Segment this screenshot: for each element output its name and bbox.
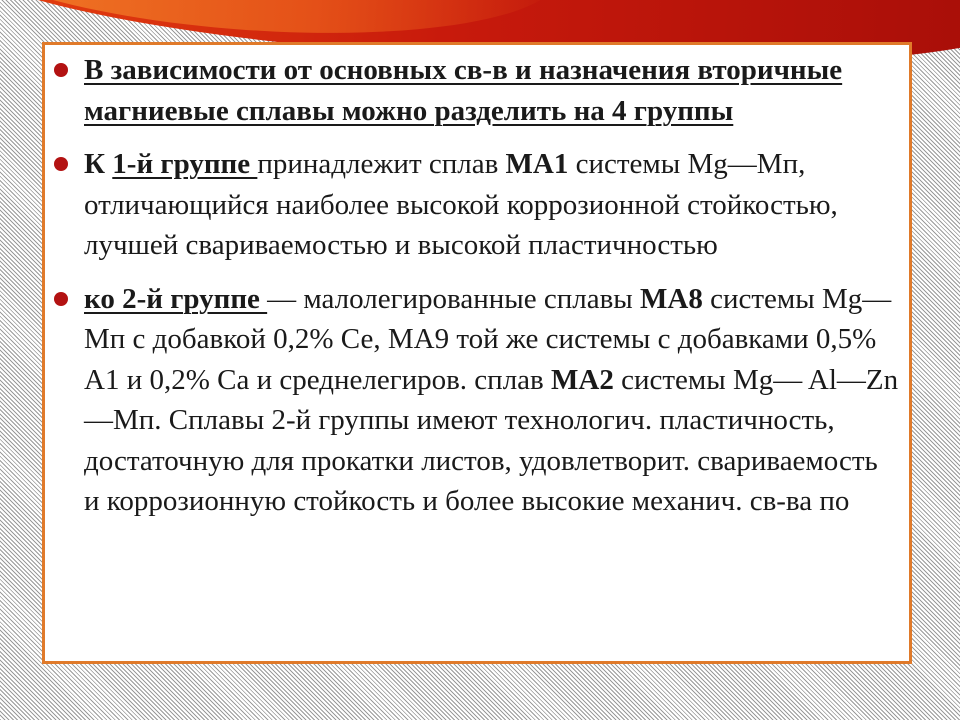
bullet-dot-icon — [54, 292, 68, 306]
slide-body — [50, 50, 900, 720]
bullet-2-prefix: К — [84, 148, 113, 180]
bullet-item-3 — [50, 279, 900, 522]
bullet-3-text-part-3: системы Mg— Al—Zn—Мп. Сплавы 2-й группы имеют технологич. пластичность, достаточную для прокатки листов, удовлетворит. свариваемость и коррозионную стойкость и более высокие механич. св-ва по — [84, 363, 899, 517]
bullet-dot-icon — [54, 157, 68, 171]
bullet-2-alloy-name: МА1 — [505, 148, 569, 180]
bullet-2-rest-text: системы Mg—Мп, отличающийся наиболее высокой коррозионной стойкостью, лучшей свариваемостью и высокой пластичностью — [84, 148, 838, 261]
bullet-3-text-part-2: системы Mg—Мп с добавкой 0,2% Се, МА9 той же системы с добавками 0,5% А1 и 0,2% Са и среднелегиров. сплав — [84, 282, 892, 396]
bullet-1-text: В зависимости от основных св-в и назначения вторичные магниевые сплавы можно разделить на 4 группы — [84, 54, 843, 127]
bullet-3-alloy-1: МА8 — [640, 282, 703, 315]
bullet-3-alloy-2: МА2 — [551, 363, 614, 396]
bullet-2-group-label: 1-й группе — [112, 148, 258, 180]
bullet-item-2 — [50, 144, 900, 266]
bullet-3-text-part-1: — малолегированные сплавы — [267, 282, 641, 315]
bullet-item-1 — [50, 50, 900, 131]
bullet-3-group-label: ко 2-й группе — [84, 282, 268, 315]
bullet-2-mid-text: принадлежит сплав — [257, 148, 506, 180]
bullet-dot-icon — [54, 63, 68, 77]
